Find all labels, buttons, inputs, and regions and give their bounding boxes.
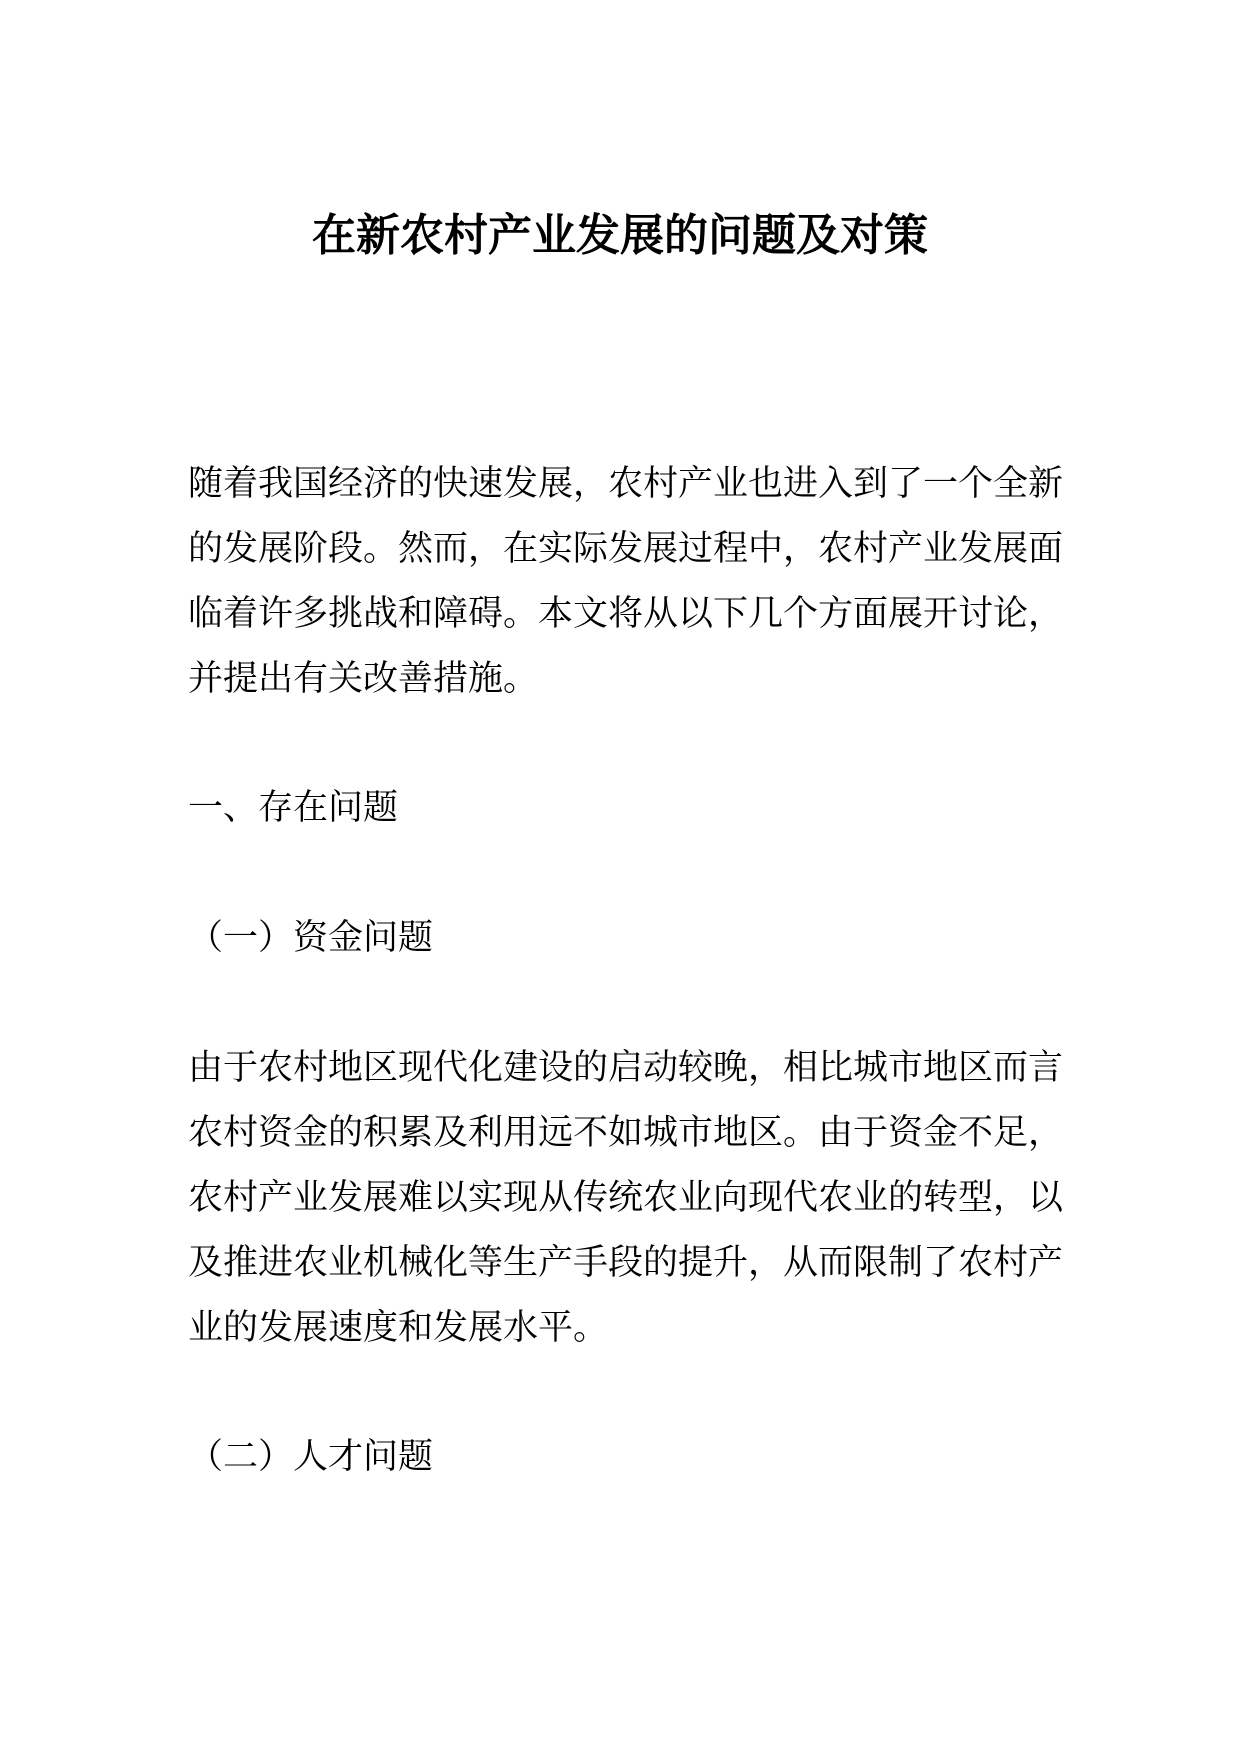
paragraph-line: 临着许多挑战和障碍。本文将从以下几个方面展开讨论， (188, 594, 1064, 634)
paragraph-line: 的发展阶段。然而，在实际发展过程中，农村产业发展面 (188, 529, 1064, 569)
subsection-heading-talent: （二）人才问题 (188, 1437, 434, 1477)
paragraph-line: 由于农村地区现代化建设的启动较晚，相比城市地区而言 (188, 1048, 1064, 1088)
funding-paragraph (188, 1036, 1063, 1361)
paragraph-line: 及推进农业机械化等生产手段的提升，从而限制了农村产 (188, 1243, 1064, 1283)
paragraph-line: 业的发展速度和发展水平。 (188, 1308, 609, 1348)
paragraph-line: 随着我国经济的快速发展，农村产业也进入到了一个全新 (188, 464, 1064, 504)
paragraph-line: 并提出有关改善措施。 (188, 659, 539, 699)
document-title: 在新农村产业发展的问题及对策 (312, 210, 928, 261)
intro-paragraph (188, 452, 1063, 712)
paragraph-line: 农村产业发展难以实现从传统农业向现代农业的转型，以 (188, 1178, 1064, 1218)
paragraph-line: 农村资金的积累及利用远不如城市地区。由于资金不足， (188, 1113, 1064, 1153)
section-heading-existing-problems: 一、存在问题 (188, 788, 399, 828)
subsection-heading-funding: （一）资金问题 (188, 918, 434, 958)
